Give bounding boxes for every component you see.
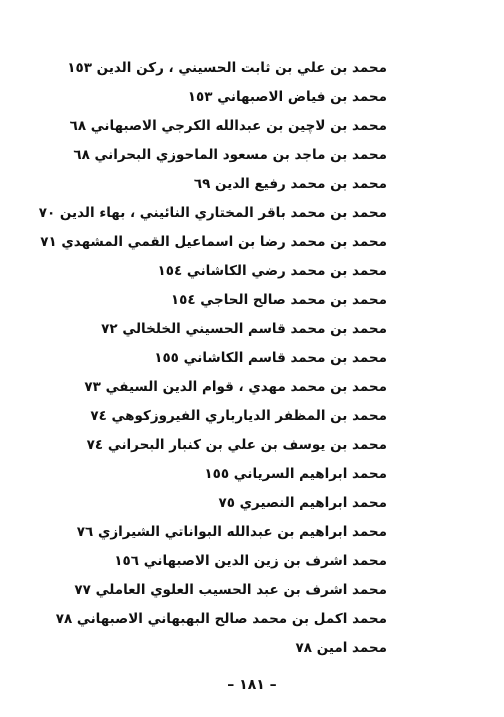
index-entry: محمد امين ٧٨: [295, 640, 387, 656]
index-entry-list: [38, 54, 387, 663]
page-number: – ١٨١ –: [227, 677, 277, 693]
index-entry: محمد ابراهيم السرياني ١٥٥: [204, 466, 387, 482]
index-entry: محمد بن محمد رضا بن اسماعيل القمي المشهدي ٧١: [40, 234, 387, 250]
index-entry: محمد بن محمد قاسم الحسيني الخلخالي ٧٢: [101, 321, 387, 337]
index-entry: محمد بن محمد باقر المختاري النائيني ، بهاء الدين ٧٠: [38, 205, 387, 221]
index-entry: محمد بن يوسف بن علي بن كنبار البحراني ٧٤: [86, 437, 387, 453]
index-entry: محمد بن محمد قاسم الكاشاني ١٥٥: [154, 350, 387, 366]
index-entry: محمد بن محمد صالح الحاجي ١٥٤: [170, 292, 387, 308]
index-entry: محمد ابراهيم النصيري ٧٥: [218, 495, 387, 511]
index-entry: محمد بن لاچين بن عبدالله الكرجي الاصبهاني ٦٨: [69, 118, 387, 134]
index-entry: محمد بن محمد مهدي ، قوام الدين السيفي ٧٣: [84, 379, 387, 395]
index-entry: محمد اشرف بن عبد الحسيب العلوي العاملي ٧٧: [74, 582, 387, 598]
index-entry: محمد بن محمد رفيع الدين ٦٩: [193, 176, 387, 192]
index-entry: محمد ابراهيم بن عبدالله البواناتي الشيرازي ٧٦: [76, 524, 387, 540]
index-entry: محمد بن محمد رضي الكاشاني ١٥٤: [157, 263, 387, 279]
index-entry: محمد بن فياض الاصبهاني ١٥٣: [187, 89, 387, 105]
index-entry: محمد بن علي بن ثابت الحسيني ، ركن الدين ١٥٣: [67, 60, 387, 76]
index-entry: محمد اشرف بن زين الدين الاصبهاني ١٥٦: [114, 553, 387, 569]
index-entry: محمد بن المظفر الديارباري الفيروزكوهي ٧٤: [90, 408, 387, 424]
index-entry: محمد اكمل بن محمد صالح البهبهاني الاصبهاني ٧٨: [55, 611, 387, 627]
index-entry: محمد بن ماجد بن مسعود الماحوزي البحراني ٦٨: [73, 147, 387, 163]
